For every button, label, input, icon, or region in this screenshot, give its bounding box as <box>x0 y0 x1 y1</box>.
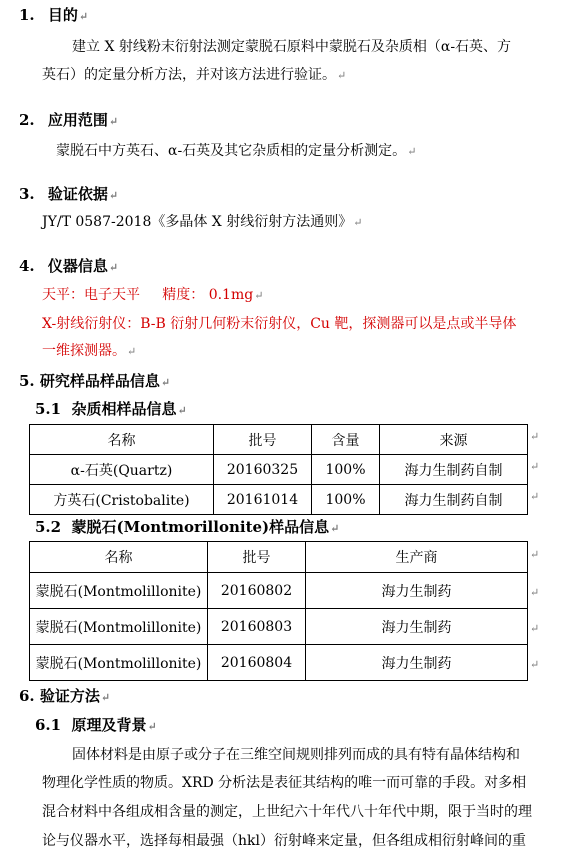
row-end-mark-icon: ↵ <box>530 586 540 599</box>
section-title: 目的 <box>47 6 78 24</box>
paragraph-mark-icon: ↵ <box>127 345 137 358</box>
table-cell: 海力生制药 <box>306 645 528 681</box>
section-title: 验证依据 <box>47 185 108 203</box>
table-cell: 100% <box>312 455 380 485</box>
table-cell: 20160325 <box>214 455 312 485</box>
table-cell: 方英石(Cristobalite) <box>30 485 214 515</box>
subsection-5-1-heading: 5.1 杂质相样品信息↵ <box>35 400 187 418</box>
paragraph-mark-icon: ↵ <box>353 216 363 229</box>
row-end-mark-icon: ↵ <box>530 622 540 635</box>
paragraph-mark-icon: ↵ <box>78 10 89 23</box>
table-row <box>30 645 528 681</box>
balance-info: 天平：电子天平 精度： 0.1mg↵ <box>42 287 264 303</box>
paragraph-mark-icon: ↵ <box>177 404 187 417</box>
section-number: 3. <box>19 185 35 203</box>
row-end-mark-icon: ↵ <box>530 658 540 671</box>
paragraph-mark-icon: ↵ <box>108 189 119 202</box>
table-cell: 海力生制药 <box>306 609 528 645</box>
body-paragraph-line-2: 物理化学性质的物质。XRD 分析法是表征其结构的唯一而可靠的手段。对多相 <box>42 775 527 791</box>
table-row <box>30 573 528 609</box>
section-2-body: 蒙脱石中方英石、α-石英及其它杂质相的定量分析测定。↵ <box>56 143 417 159</box>
table-cell: α-石英(Quartz) <box>30 455 214 485</box>
section-1-body-line-1: 建立 X 射线粉末衍射法测定蒙脱石原料中蒙脱石及杂质相（α-石英、方 <box>72 39 512 55</box>
table-cell: 100% <box>312 485 380 515</box>
header-cell: 批号 <box>208 542 306 573</box>
subsection-6-1-heading: 6.1 原理及背景↵ <box>35 716 157 734</box>
montmorillonite-sample-table <box>29 541 528 681</box>
section-5-heading: 5. 研究样品样品信息↵ <box>19 372 171 390</box>
section-1-body-line-2: 英石）的定量分析方法，并对该方法进行验证。↵ <box>42 67 347 83</box>
paragraph-mark-icon: ↵ <box>108 115 119 128</box>
header-cell: 名称 <box>30 542 208 573</box>
body-paragraph-line-4: 论与仪器水平，选择每相最强（hkl）衍射峰来定量，但各组成相衍射峰间的重 <box>42 833 526 849</box>
impurity-sample-table <box>29 424 528 515</box>
table-row <box>30 485 528 515</box>
section-1-heading <box>19 5 88 27</box>
body-paragraph-line-1: 固体材料是由原子或分子在三维空间规则排列而成的具有特有晶体结构和 <box>72 747 520 763</box>
section-6-heading: 6. 验证方法↵ <box>19 687 111 705</box>
row-end-mark-icon: ↵ <box>530 490 540 503</box>
section-number: 1. <box>19 6 35 24</box>
table-row <box>30 609 528 645</box>
table-cell: 蒙脱石(Montmolillonite) <box>30 609 208 645</box>
section-3-heading <box>19 184 118 206</box>
paragraph-mark-icon: ↵ <box>407 145 417 158</box>
section-2-heading <box>19 110 118 132</box>
paragraph-mark-icon: ↵ <box>100 691 111 704</box>
header-cell: 含量 <box>312 425 380 455</box>
section-title: 应用范围 <box>47 111 108 129</box>
table-cell: 蒙脱石(Montmolillonite) <box>30 573 208 609</box>
table-cell: 蒙脱石(Montmolillonite) <box>30 645 208 681</box>
table-cell: 海力生制药 <box>306 573 528 609</box>
table-cell: 20161014 <box>214 485 312 515</box>
table-cell: 20160803 <box>208 609 306 645</box>
table-cell: 海力生制药自制 <box>380 455 528 485</box>
section-3-body: JY/T 0587-2018《多晶体 X 射线衍射方法通则》↵ <box>42 214 363 230</box>
paragraph-mark-icon: ↵ <box>160 376 171 389</box>
table-cell: 20160802 <box>208 573 306 609</box>
paragraph-mark-icon: ↵ <box>254 289 264 302</box>
table-cell: 海力生制药自制 <box>380 485 528 515</box>
row-end-mark-icon: ↵ <box>530 430 540 443</box>
header-cell: 批号 <box>214 425 312 455</box>
section-number: 4. <box>19 257 35 275</box>
body-paragraph-line-3: 混合材料中各组成相含量的测定，上世纪六十年代八十年代中期，限于当时的理 <box>42 804 532 820</box>
header-cell: 来源 <box>380 425 528 455</box>
table-cell: 20160804 <box>208 645 306 681</box>
paragraph-mark-icon: ↵ <box>147 720 157 733</box>
table-row <box>30 455 528 485</box>
xrd-info-line-2: 一维探测器。↵ <box>42 343 137 359</box>
section-title: 仪器信息 <box>47 257 108 275</box>
row-end-mark-icon: ↵ <box>530 460 540 473</box>
paragraph-mark-icon: ↵ <box>330 522 340 535</box>
header-cell: 名称 <box>30 425 214 455</box>
row-end-mark-icon: ↵ <box>530 548 540 561</box>
table-header-row <box>30 425 528 455</box>
section-4-heading <box>19 256 118 278</box>
section-number: 2. <box>19 111 35 129</box>
header-cell: 生产商 <box>306 542 528 573</box>
table-header-row <box>30 542 528 573</box>
subsection-5-2-heading: 5.2 蒙脱石(Montmorillonite)样品信息↵ <box>35 518 340 536</box>
paragraph-mark-icon: ↵ <box>337 69 347 82</box>
xrd-info-line-1: X-射线衍射仪：B-B 衍射几何粉末衍射仪，Cu 靶，探测器可以是点或半导体 <box>42 316 517 332</box>
paragraph-mark-icon: ↵ <box>108 261 119 274</box>
